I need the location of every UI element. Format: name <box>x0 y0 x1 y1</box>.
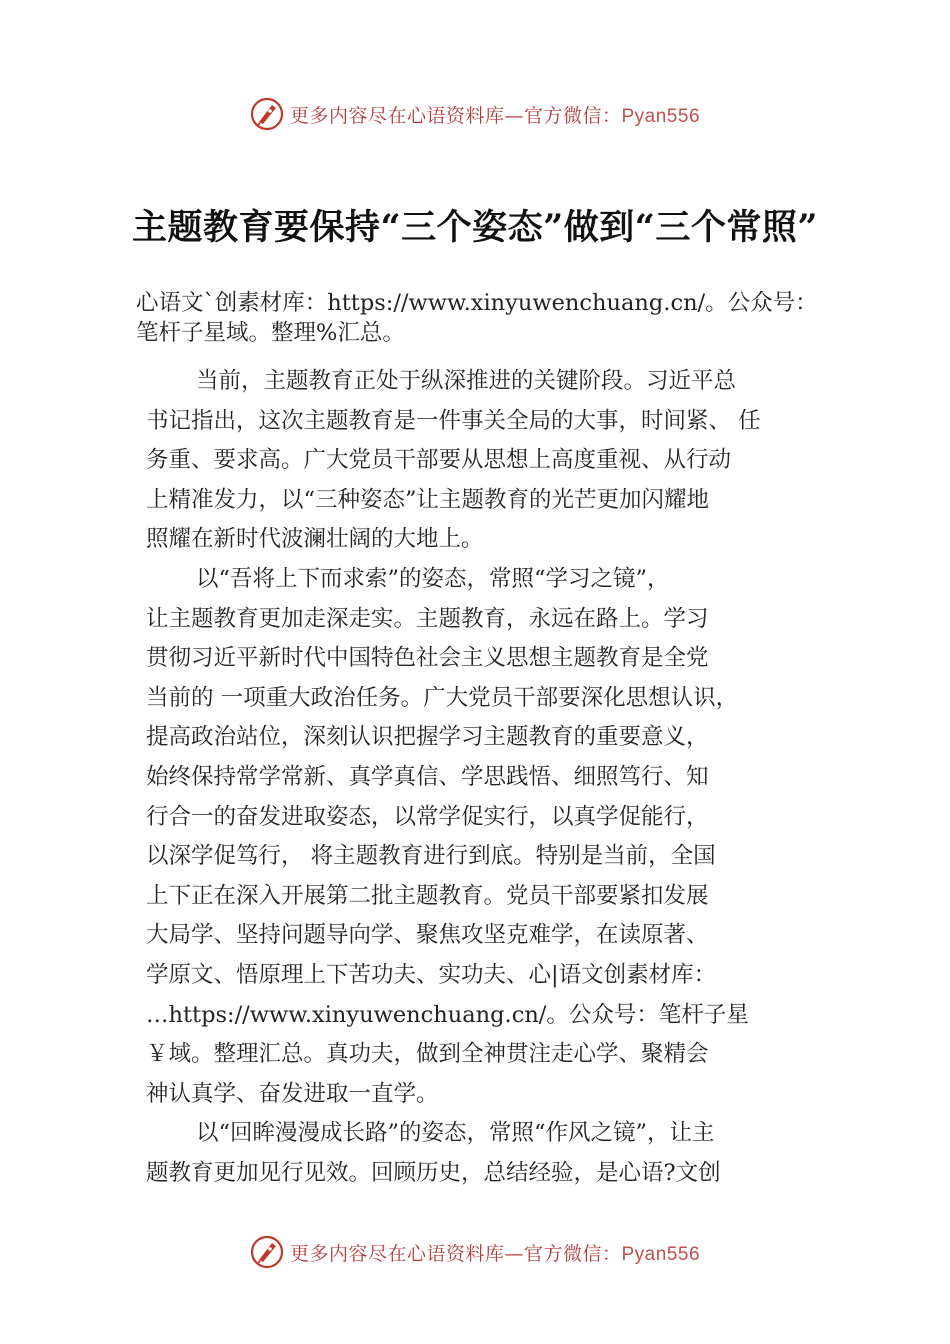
body-line: 大局学、坚持问题导向学、聚焦攻坚克难学，在读原著、 <box>146 922 709 949</box>
document-title: 主题教育要保持“三个姿态”做到“三个常照” <box>131 207 819 248</box>
body-line: 上精准发力，以“三种姿态”让主题教育的光芒更加闪耀地 <box>146 486 710 513</box>
body-line: 照耀在新时代波澜壮阔的大地上。 <box>146 526 484 553</box>
body-line: 题教育更加见行见效。回顾历史，总结经验，是心语?文创 <box>146 1159 721 1186</box>
pen-nib-logo-icon <box>250 97 284 131</box>
source-meta <box>136 288 876 348</box>
document-body <box>146 362 836 1193</box>
header-banner-label: 更多内容尽在心语资料库—官方微信： <box>289 104 622 127</box>
body-line: 让主题教育更加走深走实。主题教育，永远在路上。学习 <box>146 605 709 632</box>
meta-line: 笔杆子星域。整理%汇总。 <box>136 320 405 346</box>
pen-nib-logo-icon <box>250 1235 284 1269</box>
header-banner-wechat-id: Pyan556 <box>621 105 701 127</box>
body-line: ￥域。整理汇总。真功夫，做到全神贯注走心学、聚精会 <box>146 1041 709 1068</box>
body-line: 当前，主题教育正处于纵深推进的关键阶段。习近平总 <box>196 368 737 394</box>
body-line: 务重、要求高。广大党员干部要从思想上高度重视、从行动 <box>146 447 732 474</box>
body-line: 学原文、悟原理上下苦功夫、实功夫、心|语文创素材库： <box>146 961 717 988</box>
footer-banner-label: 更多内容尽在心语资料库—官方微信： <box>289 1242 622 1265</box>
body-line: 以“回眸漫漫成长路”的姿态，常照“作风之镜”，让主 <box>196 1120 715 1147</box>
body-line: 神认真学、奋发进取一直学。 <box>146 1080 439 1107</box>
footer-banner-wechat-id: Pyan556 <box>621 1243 701 1265</box>
meta-line: 心语文`创素材库：https://www.xinyuwenchuang.cn/。公众号： <box>136 290 818 316</box>
body-line: 始终保持常学常新、真学真信、学思践悟、细照笃行、知 <box>146 763 709 790</box>
footer-banner <box>0 1232 950 1272</box>
footer-banner-text <box>290 1239 700 1266</box>
body-line: 行合一的奋发进取姿态，以常学促实行，以真学促能行， <box>146 803 709 830</box>
body-line: …https://www.xinyuwenchuang.cn/。公众号：笔杆子星 <box>146 1001 749 1028</box>
body-line: 提高政治站位，深刻认识把握学习主题教育的重要意义， <box>146 724 709 751</box>
body-line: 上下正在深入开展第二批主题教育。党员干部要紧扣发展 <box>146 882 709 909</box>
body-line: 以深学促笃行， 将主题教育进行到底。特别是当前，全国 <box>146 843 716 870</box>
body-line: 贯彻习近平新时代中国特色社会主义思想主题教育是全党 <box>146 645 709 672</box>
header-banner <box>0 94 950 134</box>
body-line: 以“吾将上下而求索”的姿态，常照“学习之镜”， <box>196 565 670 592</box>
body-line: 当前的 一项重大政治任务。广大党员干部要深化思想认识， <box>146 684 739 711</box>
body-line: 书记指出，这次主题教育是一件事关全局的大事，时间紧、 任 <box>146 407 761 434</box>
header-banner-text <box>290 101 700 128</box>
